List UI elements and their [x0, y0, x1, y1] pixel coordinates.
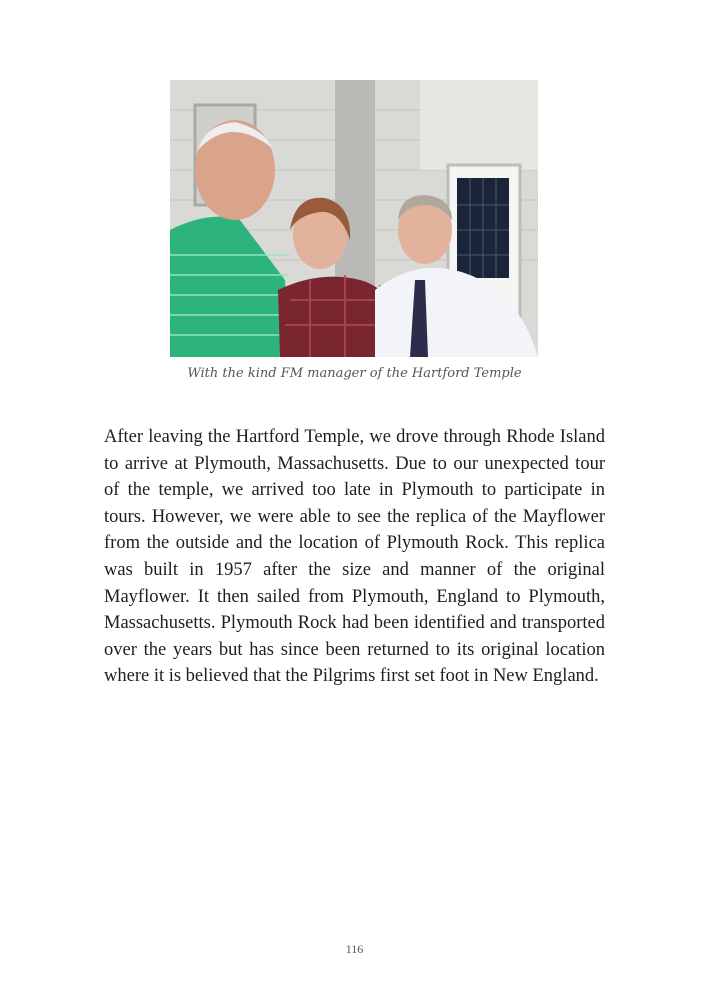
page-number: 116	[345, 942, 364, 956]
body-paragraph: After leaving the Hartford Temple, we drove through Rhode Island to arrive at Plymouth, Massachusetts. Due to our unexpected tour of the temple, we arrived too late in Plymouth to participate in tours. However, we were able to see the replica of the Mayflower from the outside and the location of Plymouth Rock. This replica was built in 1957 after the size and manner of the original Mayflower. It then sailed from Plymouth, England to Plymouth, Massachusetts. Plymouth Rock had been identified and transported over the years but has since been returned to its original location where it is believed that the Pilgrims first set foot in New England.	[104, 427, 605, 687]
temple-photo-illustration	[170, 80, 538, 357]
temple-photo	[170, 80, 538, 357]
photo-caption: With the kind FM manager of the Hartford Temple	[187, 366, 522, 381]
